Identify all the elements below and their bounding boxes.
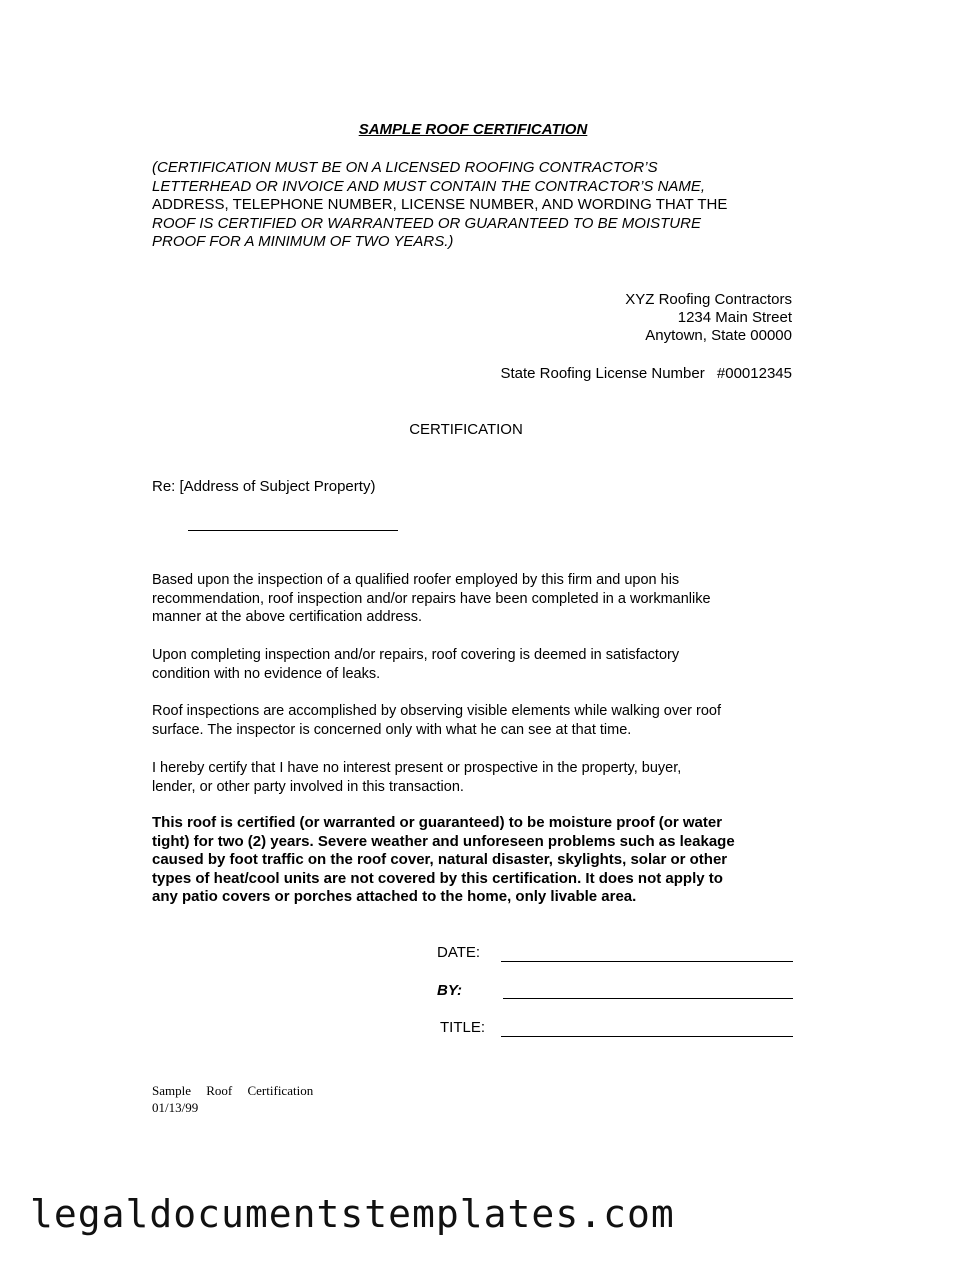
paragraph-line: Upon completing inspection and/or repairs, roof covering is deemed in satisfactory <box>152 647 680 663</box>
paragraph-line: condition with no evidence of leaks. <box>152 665 381 682</box>
license-number: #00012345 <box>716 365 792 382</box>
paragraph-line: I hereby certify that I have no interest present or prospective in the property, buyer, <box>152 760 682 776</box>
paragraph-line: manner at the above certification address. <box>152 609 423 625</box>
title-label: TITLE: <box>440 1019 486 1036</box>
title-line <box>501 1036 793 1037</box>
warranty-paragraph <box>152 814 792 907</box>
date-label: DATE: <box>437 944 481 961</box>
license-line <box>500 365 792 382</box>
by-line <box>503 998 793 999</box>
property-blank-line <box>188 530 398 531</box>
paragraph-line: any patio covers or porches attached to the home, only livable area. <box>152 888 637 905</box>
paragraph-method <box>152 702 792 739</box>
footer-date: 01/13/99 <box>152 1100 199 1115</box>
note-line: ROOF IS CERTIFIED OR WARRANTEED OR GUARANTEED TO BE MOISTURE <box>152 214 701 232</box>
contractor-address <box>625 291 792 345</box>
certification-heading: CERTIFICATION <box>409 421 523 438</box>
license-label: State Roofing License Number <box>500 365 705 382</box>
paragraph-line: tight) for two (2) years. Severe weather and unforeseen problems such as leakage <box>152 832 735 850</box>
paragraph-line: types of heat/cool units are not covered by this certification. It does not apply to <box>152 869 723 887</box>
document-footer <box>152 1082 313 1116</box>
paragraph-interest <box>152 759 792 796</box>
paragraph-line: surface. The inspector is concerned only with what he can see at that time. <box>152 721 632 738</box>
paragraph-line: This roof is certified (or warranted or guaranteed) to be moisture proof (or water <box>152 814 723 831</box>
paragraph-line: Roof inspections are accomplished by observing visible elements while walking over roof <box>152 703 722 719</box>
footer-doc-name: Sample Roof Certification <box>152 1083 314 1098</box>
by-label: BY: <box>437 982 463 999</box>
paragraph-inspection <box>152 571 792 627</box>
date-line <box>501 961 793 962</box>
contractor-name: XYZ Roofing Contractors <box>625 291 792 308</box>
note-line: LETTERHEAD OR INVOICE AND MUST CONTAIN THE CONTRACTOR’S NAME, <box>152 177 706 195</box>
instruction-note <box>152 159 792 252</box>
paragraph-condition <box>152 646 792 683</box>
contractor-city-state: Anytown, State 00000 <box>645 327 792 344</box>
note-line: ADDRESS, TELEPHONE NUMBER, LICENSE NUMBER, AND WORDING THAT THE <box>152 196 728 213</box>
paragraph-line: caused by foot traffic on the roof cover, natural disaster, skylights, solar or other <box>152 851 728 868</box>
contractor-street: 1234 Main Street <box>677 309 792 326</box>
paragraph-line: Based upon the inspection of a qualified roofer employed by this firm and upon his <box>152 572 680 588</box>
note-line: PROOF FOR A MINIMUM OF TWO YEARS.) <box>152 233 454 250</box>
paragraph-line: lender, or other party involved in this transaction. <box>152 778 464 795</box>
note-line: (CERTIFICATION MUST BE ON A LICENSED ROOFING CONTRACTOR’S <box>152 159 658 176</box>
document-title: SAMPLE ROOF CERTIFICATION <box>358 121 588 138</box>
re-line: Re: [Address of Subject Property) <box>152 478 376 495</box>
watermark: legaldocumentstemplates.com <box>30 1192 675 1236</box>
paragraph-line: recommendation, roof inspection and/or repairs have been completed in a workmanlike <box>152 590 711 607</box>
